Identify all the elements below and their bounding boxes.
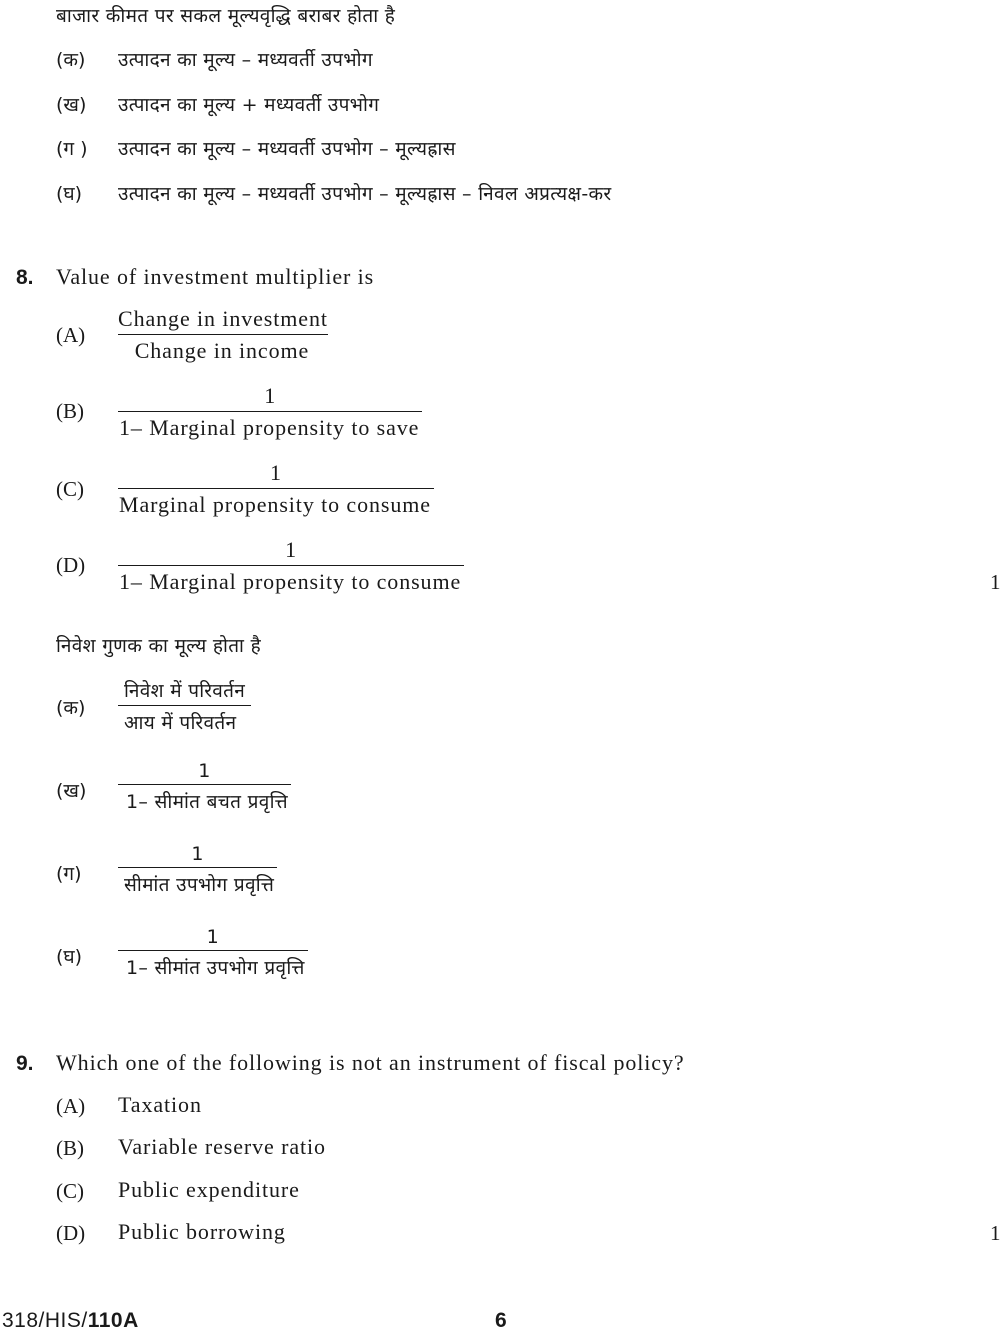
option-label: (B)	[56, 399, 84, 423]
fraction-option-b	[118, 383, 422, 441]
option-label: (A)	[56, 323, 86, 347]
question-stem-hindi: निवेश गुणक का मूल्य होता है	[56, 635, 262, 657]
q7-option-text: उत्पादन का मूल्य + मध्यवर्ती उपभोग	[118, 94, 380, 116]
fraction-denominator: 1– Marginal propensity to save	[119, 415, 420, 440]
fraction-numerator: 1	[118, 843, 277, 868]
question-stem: Value of investment multiplier is	[56, 264, 375, 289]
option-label: (ख)	[56, 780, 87, 802]
option-label: (C)	[56, 1179, 84, 1203]
fraction-option-c	[118, 460, 434, 518]
q7-option-text: उत्पादन का मूल्य – मध्यवर्ती उपभोग – मूल्यह्रास	[118, 138, 456, 160]
fraction-option-kha	[118, 760, 291, 814]
fraction-numerator: 1	[118, 926, 308, 951]
option-label: (A)	[56, 1094, 86, 1118]
q7-option-text: उत्पादन का मूल्य – मध्यवर्ती उपभोग – मूल्यह्रास – निवल अप्रत्यक्ष-कर	[118, 183, 612, 205]
question-number: 8.	[16, 266, 34, 289]
marks: 1	[990, 570, 1001, 594]
fraction-numerator: 1	[118, 383, 422, 412]
option-label: (घ)	[56, 946, 83, 968]
fraction-option-a	[118, 306, 328, 364]
option-text: Public expenditure	[118, 1177, 300, 1202]
option-text: Taxation	[118, 1092, 202, 1117]
q7-option-label: (ग )	[56, 138, 88, 160]
option-label: (D)	[56, 553, 86, 577]
question-stem: Which one of the following is not an instrument of fiscal policy?	[56, 1050, 685, 1075]
marks: 1	[990, 1221, 1001, 1245]
fraction-numerator: निवेश में परिवर्तन	[118, 677, 251, 706]
q7-option-label: (ख)	[56, 94, 87, 116]
fraction-denominator: Change in income	[134, 338, 310, 363]
fraction-denominator: आय में परिवर्तन	[124, 712, 237, 734]
fraction-denominator: 1– सीमांत उपभोग प्रवृत्ति	[126, 957, 305, 979]
fraction-denominator: 1– सीमांत बचत प्रवृत्ति	[126, 791, 288, 813]
fraction-option-ka	[118, 677, 251, 735]
option-label: (B)	[56, 1136, 84, 1160]
fraction-denominator: 1– Marginal propensity to consume	[119, 569, 462, 594]
paper-code-prefix: 318/HIS/	[2, 1309, 88, 1332]
q7-option-text: उत्पादन का मूल्य – मध्यवर्ती उपभोग	[118, 49, 373, 71]
fraction-numerator: Change in investment	[118, 306, 328, 335]
paper-code	[2, 1309, 139, 1333]
q7-option-label: (क)	[56, 49, 86, 71]
option-label: (क)	[56, 697, 86, 719]
fraction-denominator: सीमांत उपभोग प्रवृत्ति	[124, 874, 275, 896]
option-label: (D)	[56, 1221, 86, 1245]
fraction-option-d	[118, 537, 464, 595]
fraction-option-gha	[118, 926, 308, 980]
option-text: Public borrowing	[118, 1219, 286, 1244]
fraction-numerator: 1	[118, 537, 464, 566]
q7-hindi-stem: बाजार कीमत पर सकल मूल्यवृद्धि बराबर होता है	[56, 5, 396, 27]
paper-code-bold: 110A	[87, 1309, 139, 1332]
fraction-numerator: 1	[118, 460, 434, 489]
fraction-numerator: 1	[118, 760, 291, 785]
option-label: (ग)	[56, 863, 82, 885]
page-number: 6	[495, 1309, 507, 1332]
question-number: 9.	[16, 1052, 34, 1075]
fraction-option-ga	[118, 843, 277, 897]
option-text: Variable reserve ratio	[118, 1134, 326, 1159]
q7-option-label: (घ)	[56, 183, 83, 205]
fraction-denominator: Marginal propensity to consume	[119, 492, 431, 517]
option-label: (C)	[56, 477, 84, 501]
